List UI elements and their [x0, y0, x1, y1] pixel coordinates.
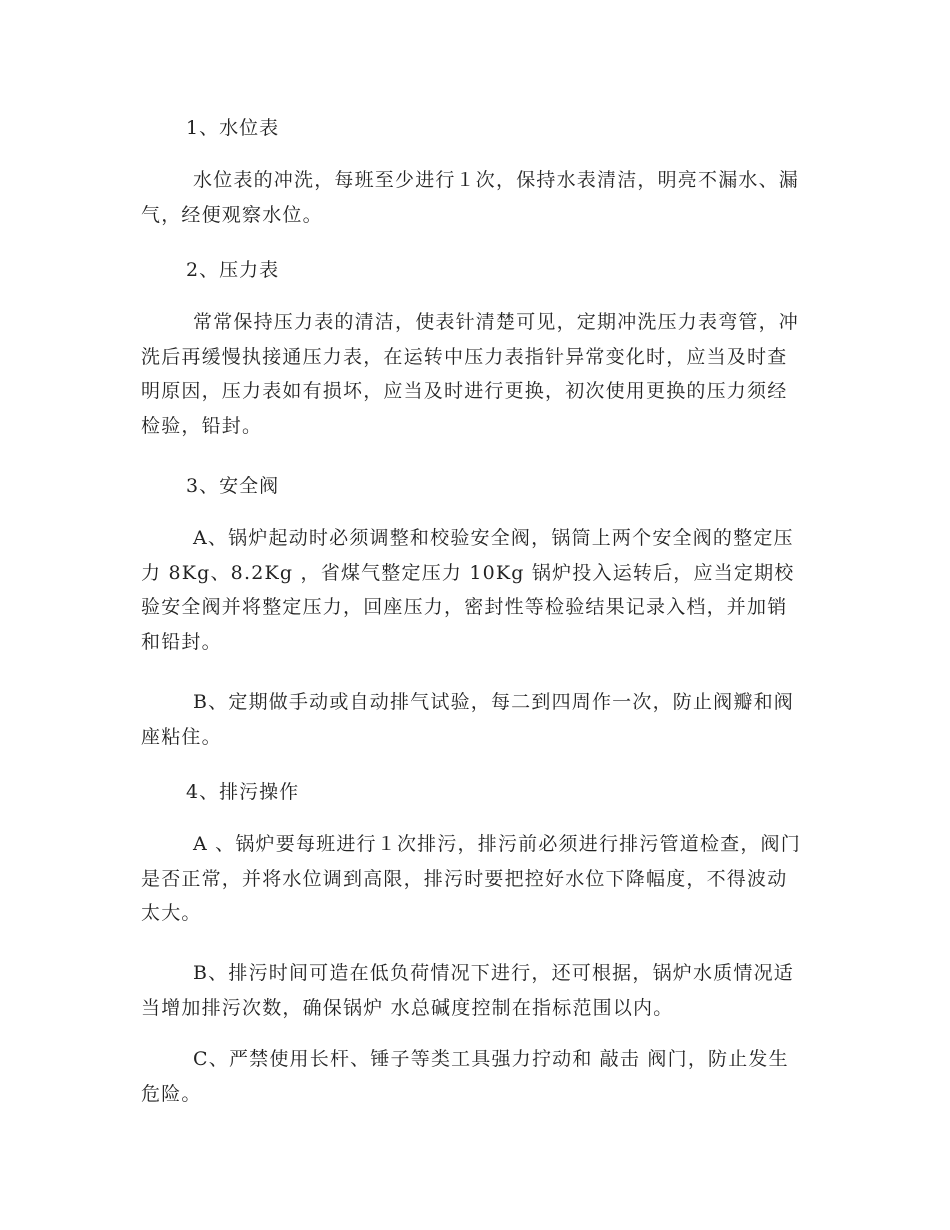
section-heading-water-level-gauge: 1、水位表: [186, 117, 280, 139]
paragraph-pressure-gauge: 常常保持压力表的清洁，使表针清楚可见，定期冲洗压力表弯管，冲洗后再缓慢执接通压力表，在运转中压力表指针异常变化时，应当及时查明原因，压力表如有损坏，应当及时进行更换，初次使用更换的压力须经检验，铅封。: [141, 311, 800, 437]
paragraph-safety-valve-a: A、锅炉起动时必须调整和校验安全阀，锅筒上两个安全阀的整定压力 8Kg、8.2Kg ，省煤气整定压力 10Kg 锅炉投入运转后，应当定期校验安全阀并将整定压力，回座压力，密封性等检验结果记录入档，并加销和铅封。: [141, 527, 795, 653]
section-heading-safety-valve: 3、安全阀: [186, 475, 280, 497]
paragraph-water-level-gauge: 水位表的冲洗，每班至少进行１次，保持水表清洁，明亮不漏水、漏气，经便观察水位。: [141, 169, 800, 226]
paragraph-blowdown-a: A 、锅炉要每班进行１次排污，排污前必须进行排污管道检查，阀门是否正常，并将水位调到高限，排污时要把控好水位下降幅度，不得波动太大。: [141, 833, 801, 924]
paragraph-blowdown-c: C、严禁使用长杆、锤子等类工具强力拧动和 敲击 阀门，防止发生危险。: [141, 1048, 789, 1105]
section-heading-blowdown-operation: 4、排污操作: [186, 781, 300, 803]
paragraph-blowdown-b: B、排污时间可造在低负荷情况下进行，还可根据，锅炉水质情况适当增加排污次数，确保锅炉 水总碱度控制在指标范围以内。: [141, 962, 794, 1019]
paragraph-safety-valve-b: B、定期做手动或自动排气试验，每二到四周作一次，防止阀瓣和阀座粘住。: [141, 691, 794, 748]
section-heading-pressure-gauge: 2、压力表: [186, 259, 280, 281]
